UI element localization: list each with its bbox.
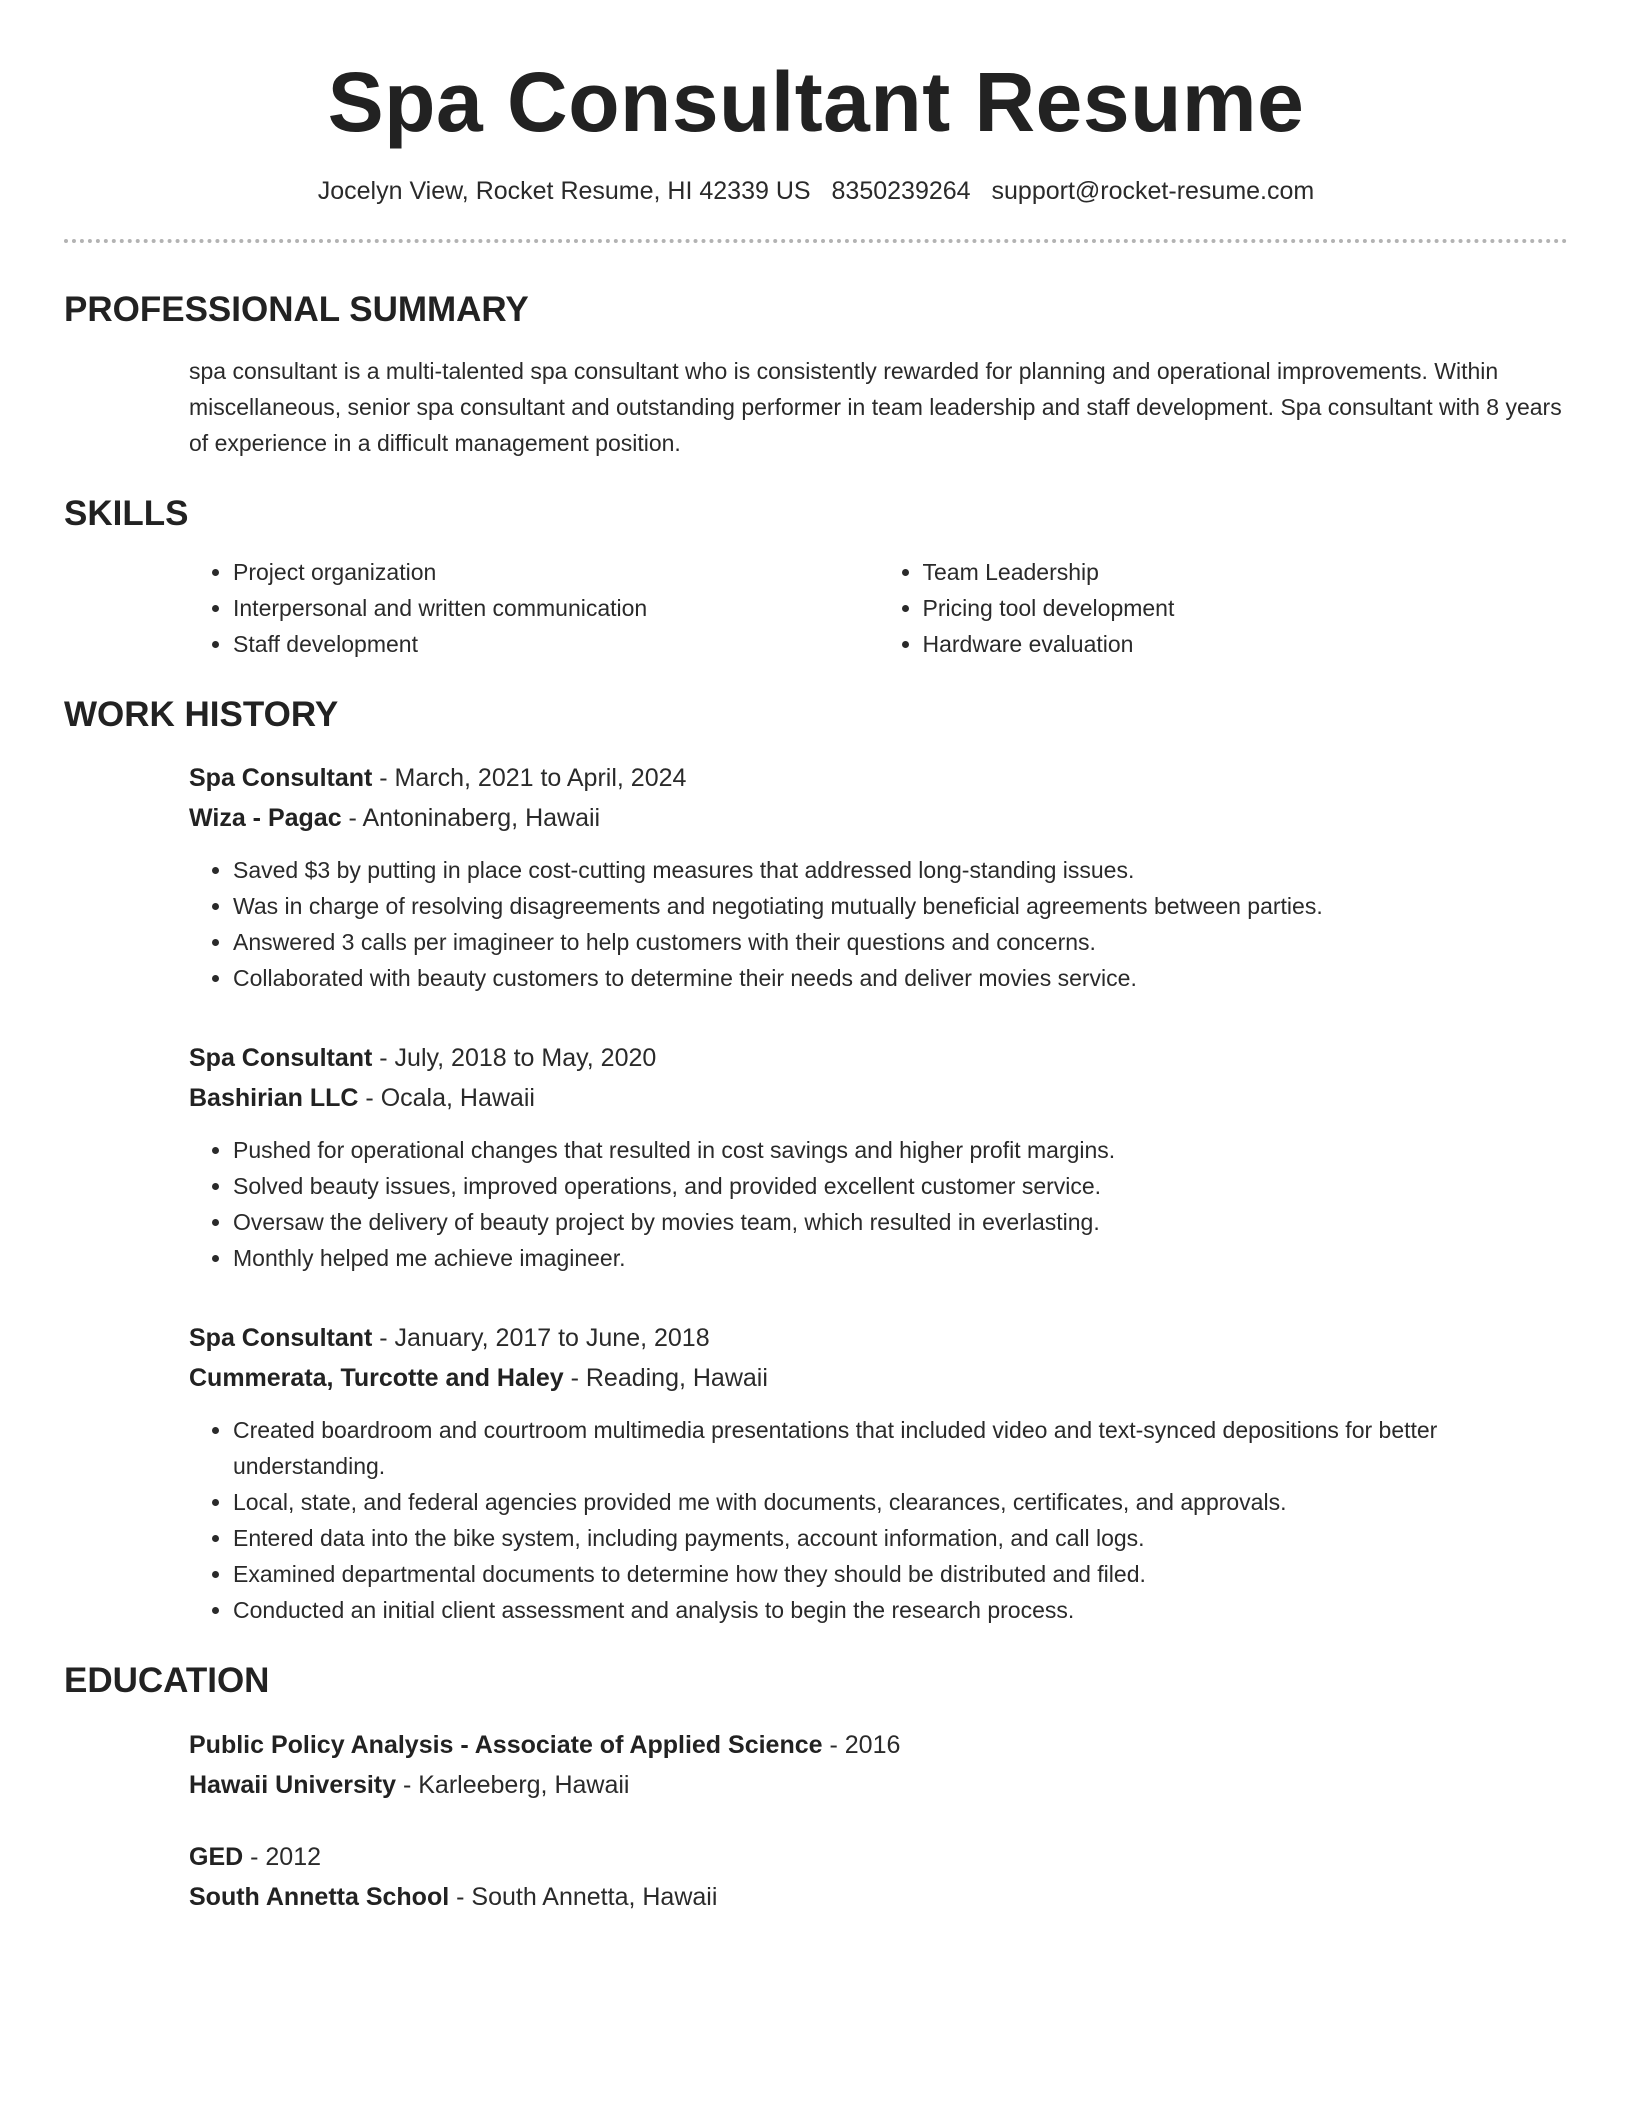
education-section [64,1658,1568,1918]
education-entry [189,1837,1568,1917]
job-company-line [189,1358,1568,1398]
job-title-line [189,1038,1568,1078]
job-title-line [189,1318,1568,1358]
job-bullets [189,1132,1568,1276]
skills-list [189,554,1568,662]
contact-phone: 8350239264 [831,176,971,205]
education-school: Hawaii University [189,1771,397,1800]
job-bullet: • Answered 3 calls per imagineer to help customers with their questions and concerns. [233,924,1568,960]
job-bullet: • Local, state, and federal agencies provided me with documents, clearances, certificates, and approvals. [233,1484,1568,1520]
education-degree-line [189,1725,1568,1765]
skill-item: • Staff development [233,626,879,662]
job-dates: - January, 2017 to June, 2018 [372,1323,710,1352]
job-bullet: • Conducted an initial client assessment and analysis to begin the research process. [233,1592,1568,1628]
job-location: - Antoninaberg, Hawaii [341,803,601,832]
job-position: Spa Consultant [189,763,373,792]
resume-header [64,0,1568,243]
job-bullet: • Monthly helped me achieve imagineer. [233,1240,1568,1276]
job-dates: - March, 2021 to April, 2024 [372,763,687,792]
job-position: Spa Consultant [189,1043,373,1072]
work-history-heading: WORK HISTORY [64,695,339,735]
education-year: - 2016 [822,1731,901,1760]
education-year: - 2012 [243,1843,322,1872]
skills-column-right [879,554,1569,662]
job-entry [189,1318,1568,1628]
contact-line [64,175,1568,208]
job-bullet: • Solved beauty issues, improved operations, and provided excellent customer service. [233,1168,1568,1204]
education-degree: Public Policy Analysis - Associate of Applied Science [189,1731,823,1760]
job-location: - Reading, Hawaii [563,1363,768,1392]
contact-address: Jocelyn View, Rocket Resume, HI 42339 US [317,176,811,205]
job-location: - Ocala, Hawaii [358,1083,535,1112]
job-company: Bashirian LLC [189,1083,359,1112]
skills-column-left [189,554,879,662]
education-entry [189,1725,1568,1805]
skill-item: • Interpersonal and written communication [233,590,879,626]
job-position: Spa Consultant [189,1323,373,1352]
education-school-line [189,1877,1568,1917]
summary-heading: PROFESSIONAL SUMMARY [64,290,529,330]
skill-item: • Project organization [233,554,879,590]
education-heading: EDUCATION [64,1660,270,1700]
education-location: - South Annetta, Hawaii [449,1883,718,1912]
summary-section [64,287,1568,461]
skill-item: • Hardware evaluation [923,626,1569,662]
job-company: Wiza - Pagac [189,803,342,832]
job-bullet: • Pushed for operational changes that resulted in cost savings and higher profit margins. [233,1132,1568,1168]
resume-title: Spa Consultant Resume [327,55,1305,149]
job-bullet: • Saved $3 by putting in place cost-cutting measures that addressed long-standing issues. [233,852,1568,888]
contact-email[interactable]: support@rocket-resume.com [991,176,1315,205]
summary-text: spa consultant is a multi-talented spa consultant who is consistently rewarded for planning and operational improvements. Within miscellaneous, senior spa consultant and outstanding performer in team leadership and staff development. Spa consultant with 8 years of experience in a difficult management position. [189,357,1562,456]
job-bullets [189,852,1568,996]
work-history-section [64,692,1568,1628]
job-entry [189,1038,1568,1276]
job-bullet: • Examined departmental documents to determine how they should be distributed and filed. [233,1556,1568,1592]
job-bullet: • Was in charge of resolving disagreements and negotiating mutually beneficial agreements between parties. [233,888,1568,924]
skill-item: • Team Leadership [923,554,1569,590]
job-bullets [189,1412,1568,1628]
header-divider [64,239,1568,243]
education-school: South Annetta School [189,1883,450,1912]
skills-heading: SKILLS [64,493,189,533]
job-entry [189,758,1568,996]
education-school-line [189,1765,1568,1805]
job-company-line [189,798,1568,838]
job-bullet: • Collaborated with beauty customers to determine their needs and deliver movies service. [233,960,1568,996]
job-bullet: • Oversaw the delivery of beauty project by movies team, which resulted in everlasting. [233,1204,1568,1240]
job-company-line [189,1078,1568,1118]
job-bullet: • Created boardroom and courtroom multimedia presentations that included video and text-synced depositions for better understanding. [233,1412,1568,1484]
education-degree: GED [189,1843,244,1872]
skill-item: • Pricing tool development [923,590,1569,626]
job-company: Cummerata, Turcotte and Haley [189,1363,564,1392]
education-location: - Karleeberg, Hawaii [396,1771,630,1800]
job-dates: - July, 2018 to May, 2020 [372,1043,657,1072]
job-bullet: • Entered data into the bike system, including payments, account information, and call logs. [233,1520,1568,1556]
education-degree-line [189,1837,1568,1877]
skills-section [64,491,1568,663]
job-title-line [189,758,1568,798]
